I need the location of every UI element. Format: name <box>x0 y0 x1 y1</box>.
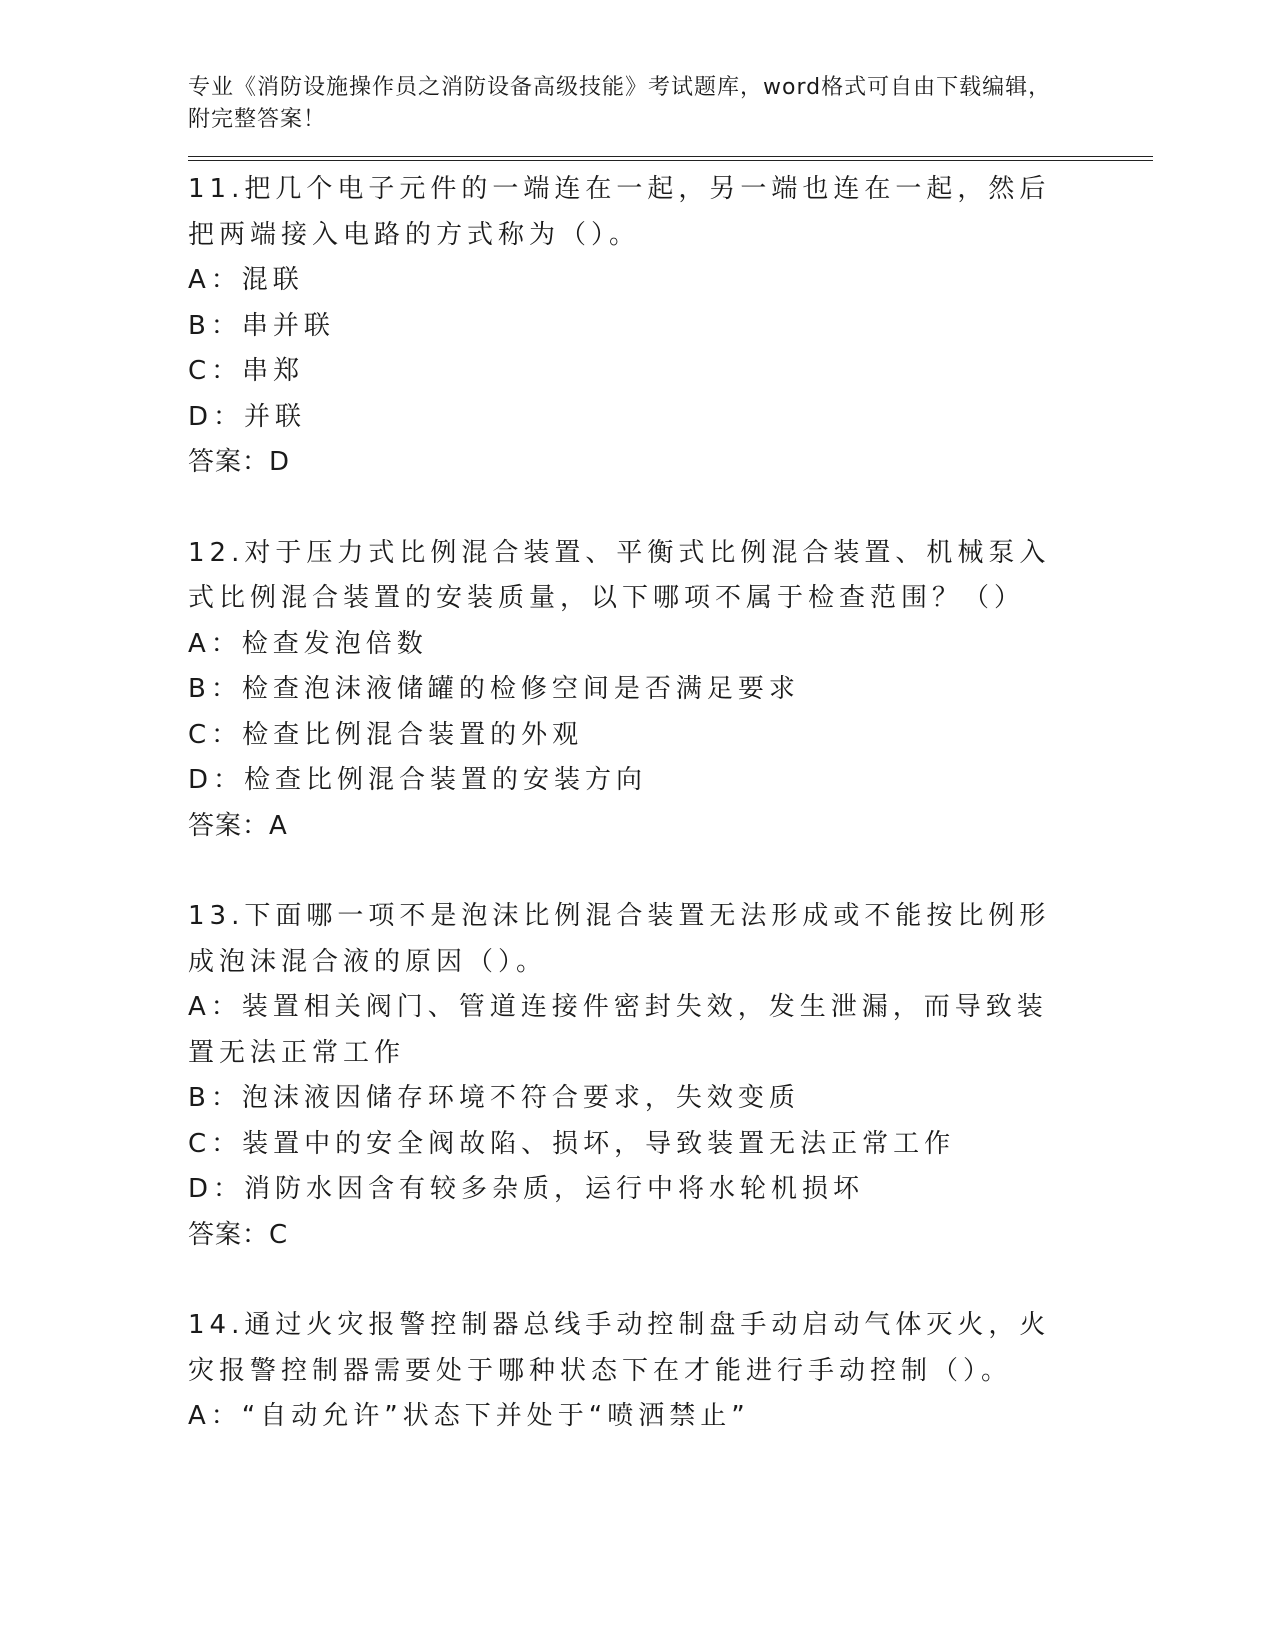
answer-label: 答案：C <box>188 1219 289 1250</box>
question-14 <box>188 1303 1153 1440</box>
option-b: B：串并联 <box>188 310 335 341</box>
question-stem: 13.下面哪一项不是泡沫比例混合装置无法形成或不能按比例形成泡沫混合液的原因（）。 <box>188 901 1051 977</box>
question-list <box>188 167 1153 1440</box>
document-header: 专业《消防设施操作员之消防设备高级技能》考试题库，word格式可自由下载编辑，附完整答案！ <box>188 75 1052 132</box>
question-11 <box>188 167 1153 486</box>
header-divider <box>188 156 1153 161</box>
question-stem: 11.把几个电子元件的一端连在一起，另一端也连在一起，然后把两端接入电路的方式称为（）。 <box>188 174 1051 250</box>
question-13 <box>188 894 1153 1258</box>
option-d: D：消防水因含有较多杂质，运行中将水轮机损坏 <box>188 1174 865 1204</box>
option-b: B：泡沫液因储存环境不符合要求，失效变质 <box>188 1083 800 1113</box>
option-c: C：检查比例混合装置的外观 <box>188 719 584 750</box>
option-a: A：“自动允许”状态下并处于“喷洒禁止” <box>188 1401 750 1431</box>
answer-label: 答案：D <box>188 447 291 477</box>
option-c: C：装置中的安全阀故陷、损坏，导致装置无法正常工作 <box>188 1128 956 1159</box>
option-c: C：串郑 <box>188 356 305 386</box>
option-a: A：检查发泡倍数 <box>188 628 428 659</box>
option-d: D：检查比例混合装置的安装方向 <box>188 765 648 795</box>
question-stem: 14.通过火灾报警控制器总线手动控制盘手动启动气体灭火，火灾报警控制器需要处于哪种状态下在才能进行手动控制（）。 <box>188 1310 1051 1386</box>
answer-label: 答案：A <box>188 810 288 841</box>
option-a: A：混联 <box>188 265 304 295</box>
option-d: D：并联 <box>188 401 307 432</box>
question-12 <box>188 531 1153 850</box>
document-page <box>188 72 1153 1485</box>
option-b: B：检查泡沫液储罐的检修空间是否满足要求 <box>188 674 800 704</box>
question-stem: 12.对于压力式比例混合装置、平衡式比例混合装置、机械泵入式比例混合装置的安装质量，以下哪项不属于检查范围？（） <box>188 537 1051 613</box>
option-a: A：装置相关阀门、管道连接件密封失效，发生泄漏，而导致装置无法正常工作 <box>188 992 1048 1068</box>
